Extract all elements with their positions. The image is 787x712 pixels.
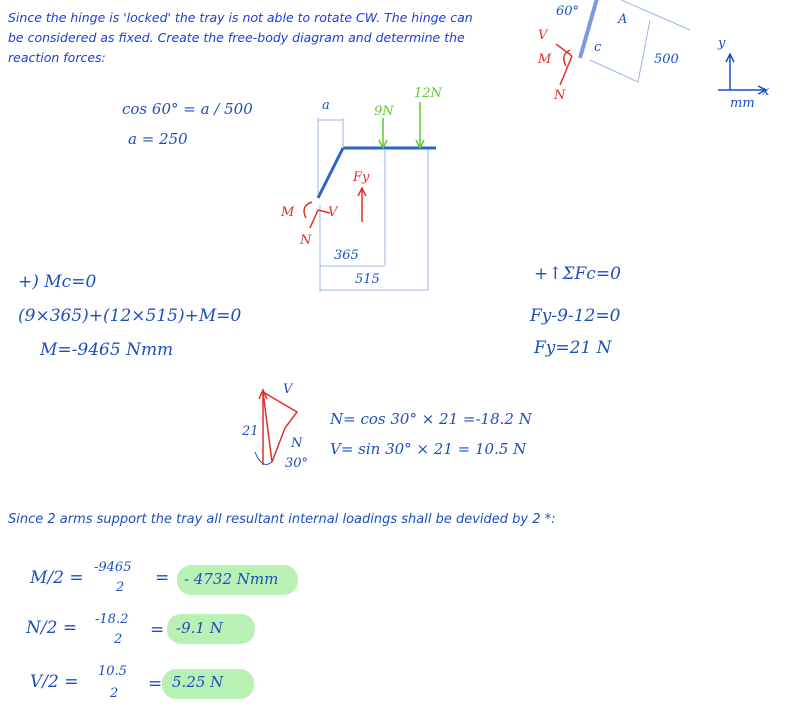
m-den: 2 xyxy=(116,580,125,595)
moment-arrow xyxy=(304,202,312,218)
n-lhs: N/2 = xyxy=(26,618,78,638)
dim-365: 365 xyxy=(334,248,359,263)
tri-angle: 30° xyxy=(285,456,309,471)
m-result: - 4732 Nmm xyxy=(184,570,279,588)
tr-label-a: A xyxy=(618,12,628,27)
label-fy: Fy xyxy=(353,170,370,185)
label-9n: 9N xyxy=(374,104,394,119)
tr-angle: 60° xyxy=(556,4,580,19)
axis-x-label: x xyxy=(762,84,770,99)
moment-header: +) Mc=0 xyxy=(18,272,97,292)
label-a: a xyxy=(322,98,330,113)
tr-label-500: 500 xyxy=(654,52,679,67)
label-n: N xyxy=(300,233,312,248)
label-m: M xyxy=(281,205,295,220)
moment-equation: (9×365)+(12×515)+M=0 xyxy=(18,306,242,326)
v-den: 2 xyxy=(110,686,119,701)
force-triangle xyxy=(263,392,297,462)
moment-result: M=-9465 Nmm xyxy=(40,340,174,360)
label-v: V xyxy=(328,205,338,220)
tri-v: V xyxy=(283,382,293,397)
v-num: 10.5 xyxy=(98,664,127,679)
v-lhs: V/2 = xyxy=(30,672,79,692)
tr-label-n: N xyxy=(554,88,566,103)
forces-header: +↑ΣFc=0 xyxy=(534,264,621,284)
note-text: Since 2 arms support the tray all resultant internal loadings shall be devided by 2 *: xyxy=(8,512,556,527)
tr-label-m: M xyxy=(538,52,552,67)
tr-label-v: V xyxy=(538,28,548,43)
forces-equation: Fy-9-12=0 xyxy=(530,306,621,326)
a-result: a = 250 xyxy=(128,130,188,148)
label-12n: 12N xyxy=(414,86,442,101)
tr-label-c: c xyxy=(594,40,602,55)
n-num: -18.2 xyxy=(95,612,129,627)
tri-n: N xyxy=(291,436,303,451)
units-label: mm xyxy=(730,96,755,111)
v-equation: V= sin 30° × 21 = 10.5 N xyxy=(330,440,527,458)
intro-text: Since the hinge is 'locked' the tray is not able to rotate CW. The hinge can be considered as fixed. Create the free-body diagram and determine the reaction forces: xyxy=(8,10,473,65)
m-lhs: M/2 = xyxy=(30,568,84,588)
forces-result: Fy=21 N xyxy=(534,338,612,358)
v-result: 5.25 N xyxy=(172,673,224,691)
n-equation: N= cos 30° × 21 =-18.2 N xyxy=(330,410,532,428)
n-result: -9.1 N xyxy=(176,619,223,637)
tri-21: 21 xyxy=(242,424,259,439)
dim-515: 515 xyxy=(355,272,380,287)
cos-equation-text: cos 60° = a / 500 xyxy=(122,100,253,118)
axis-y-label: y xyxy=(718,36,726,51)
n-den: 2 xyxy=(114,632,123,647)
arm-slant xyxy=(318,148,343,198)
m-num: -9465 xyxy=(94,560,132,575)
